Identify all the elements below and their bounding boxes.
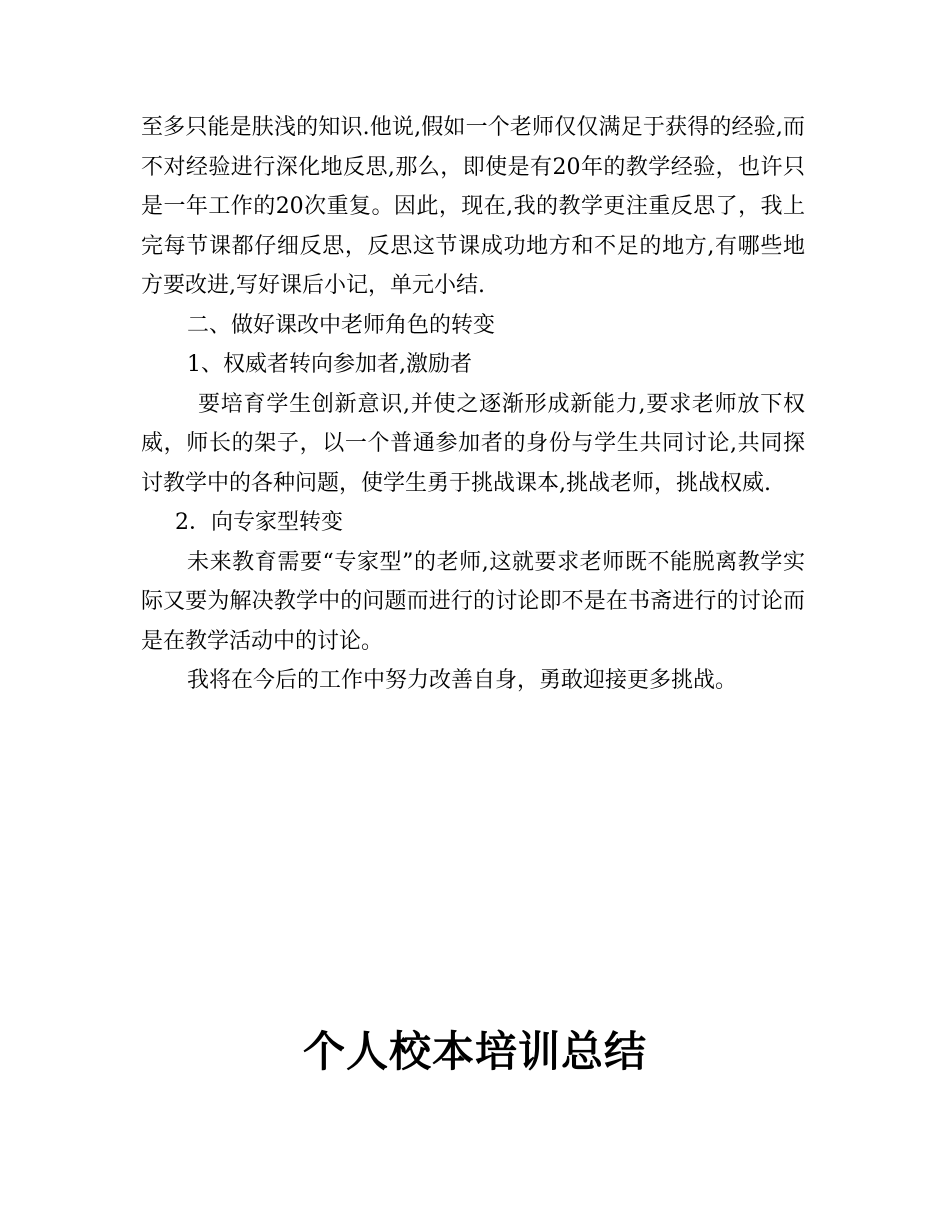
paragraph-innovation: 要培育学生创新意识,并使之逐渐形成新能力,要求老师放下权威，师长的架子，以一个普通参加者的身份与学生共同讨论,共同探讨教学中的各种问题，使学生勇于挑战课本,挑战老师，挑战权威. xyxy=(141,391,805,496)
subheading-expert-type: 2．向专家型转变 xyxy=(175,510,343,535)
paragraph-conclusion: 我将在今后的工作中努力改善自身，勇敢迎接更多挑战。 xyxy=(187,668,738,693)
document-body xyxy=(141,108,805,701)
next-document-title: 个人校本培训总结 xyxy=(302,1027,647,1076)
paragraph-reflection: 至多只能是肤浅的知识.他说,假如一个老师仅仅满足于获得的经验,而不对经验进行深化地反思,那么，即使是有20年的教学经验，也许只是一年工作的20次重复。因此，现在,我的教学更注重反思了，我上完每节课都仔细反思，反思这节课成功地方和不足的地方,有哪些地方要改进,写好课后小记，单元小结. xyxy=(141,115,805,298)
section-heading-role-change: 二、做好课改中老师角色的转变 xyxy=(187,312,496,338)
subheading-authority-to-participant: 1、权威者转向参加者,激励者 xyxy=(187,352,472,377)
paragraph-expert-teacher: 未来教育需要“专家型”的老师,这就要求老师既不能脱离教学实际又要为解决教学中的问题而进行的讨论即不是在书斋进行的讨论而是在教学活动中的讨论。 xyxy=(141,549,805,654)
